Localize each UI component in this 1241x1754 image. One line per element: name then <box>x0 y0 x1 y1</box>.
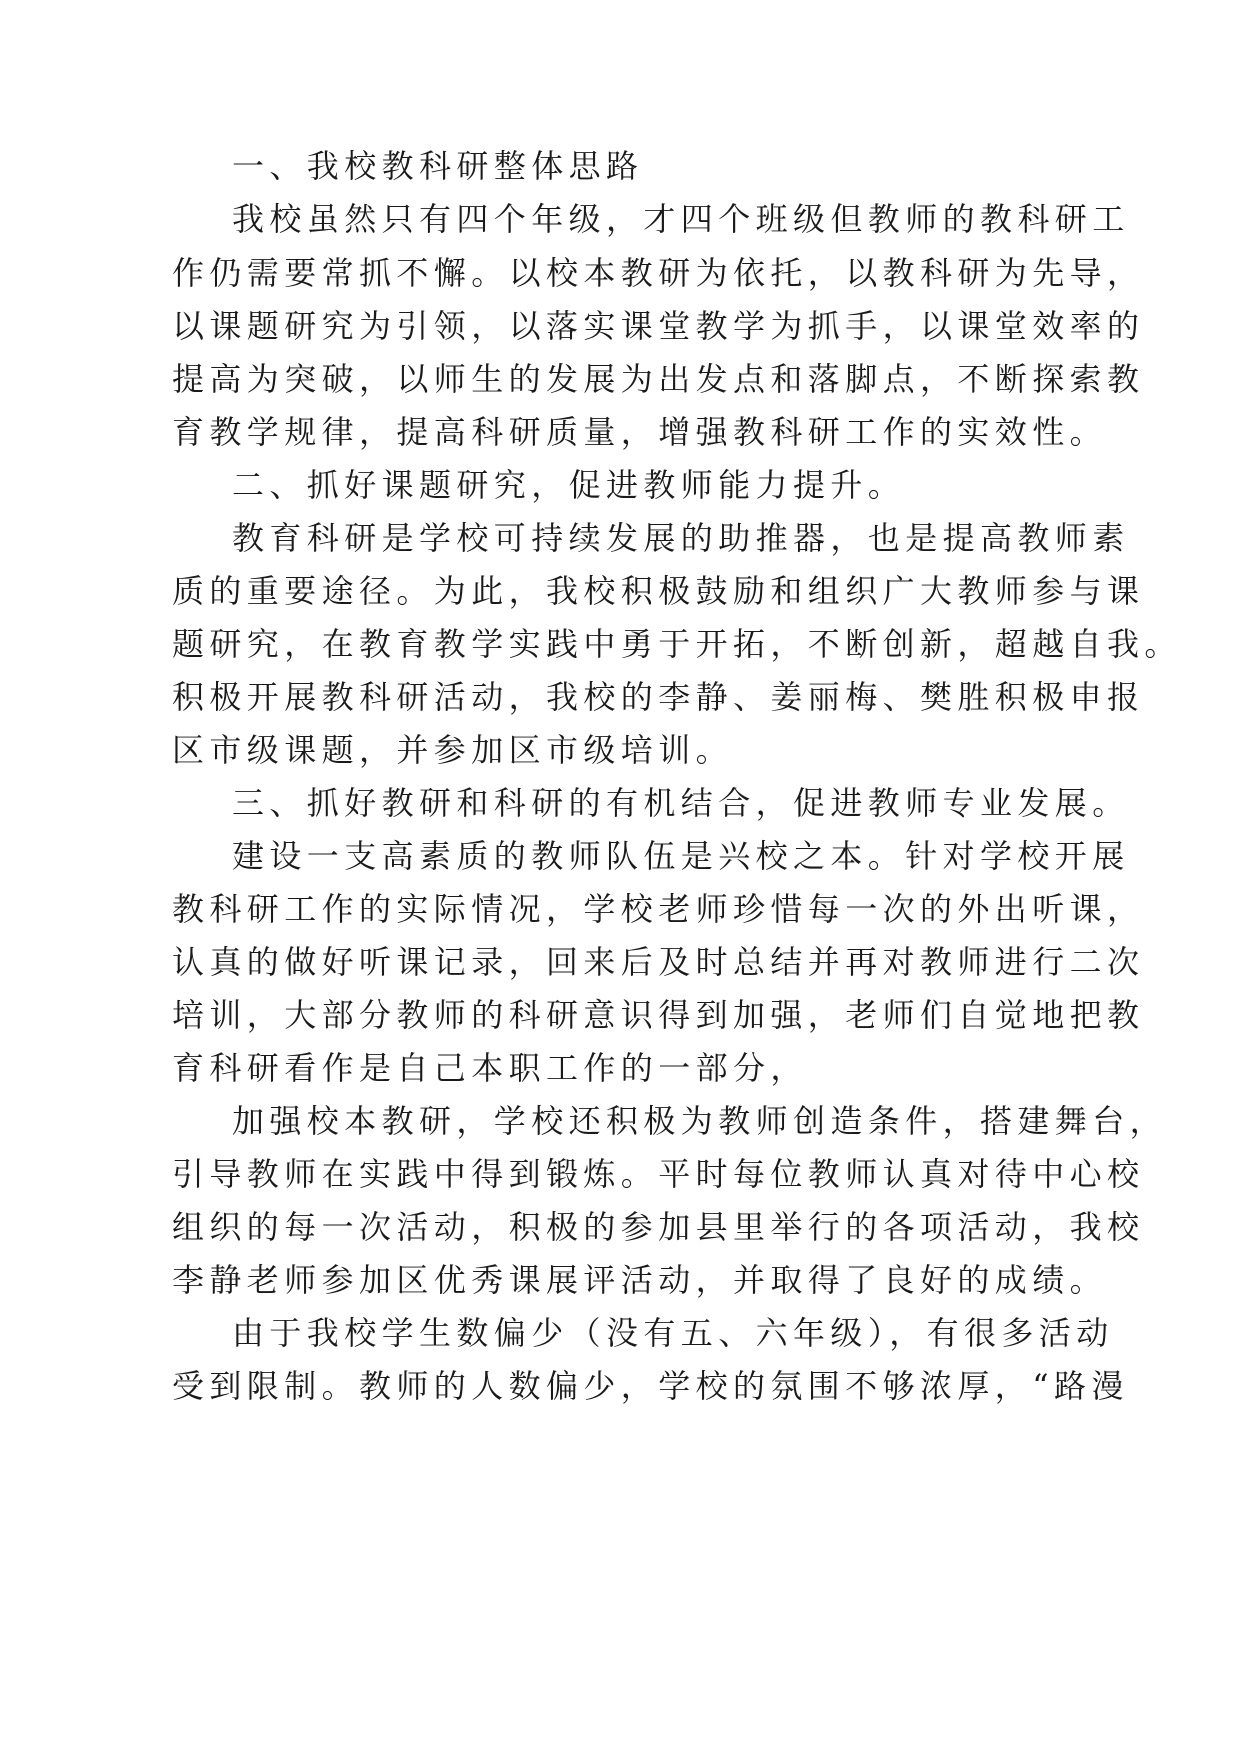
section-heading-3: 三、抓好教研和科研的有机结合，促进教师专业发展。 <box>232 784 1130 822</box>
paragraph-line: 由于我校学生数偏少（没有五、六年级），有很多活动 <box>232 1314 1114 1352</box>
paragraph-line: 组织的每一次活动，积极的参加县里举行的各项活动，我校 <box>172 1208 1145 1246</box>
paragraph-line: 质的重要途径。为此，我校积极鼓励和组织广大教师参与课 <box>172 572 1145 610</box>
section-heading-2: 二、抓好课题研究，促进教师能力提升。 <box>232 466 906 504</box>
paragraph-line: 积极开展教科研活动，我校的李静、姜丽梅、樊胜积极申报 <box>172 678 1145 716</box>
paragraph-line: 教育科研是学校可持续发展的助推器，也是提高教师素 <box>232 519 1130 557</box>
paragraph-line: 育教学规律，提高科研质量，增强教科研工作的实效性。 <box>172 413 1108 451</box>
paragraph-line: 认真的做好听课记录，回来后及时总结并再对教师进行二次 <box>172 943 1145 981</box>
paragraph-line: 李静老师参加区优秀课展评活动，并取得了良好的成绩。 <box>172 1261 1108 1299</box>
paragraph-line: 加强校本教研，学校还积极为教师创造条件，搭建舞台， <box>232 1102 1168 1140</box>
paragraph-line: 我校虽然只有四个年级，才四个班级但教师的教科研工 <box>232 200 1130 238</box>
paragraph-line: 作仍需要常抓不懈。以校本教研为依托，以教科研为先导， <box>172 254 1145 292</box>
paragraph-line: 育科研看作是自己本职工作的一部分， <box>172 1049 808 1087</box>
paragraph-line: 教科研工作的实际情况，学校老师珍惜每一次的外出听课， <box>172 890 1145 928</box>
paragraph-line: 区市级课题，并参加区市级培训。 <box>172 731 734 769</box>
paragraph-line: 培训，大部分教师的科研意识得到加强，老师们自觉地把教 <box>172 996 1145 1034</box>
paragraph-line: 以课题研究为引领，以落实课堂教学为抓手，以课堂效率的 <box>172 307 1145 345</box>
section-heading-1: 一、我校教科研整体思路 <box>232 147 644 185</box>
paragraph-line: 提高为突破，以师生的发展为出发点和落脚点，不断探索教 <box>172 360 1145 398</box>
paragraph-line: 引导教师在实践中得到锻炼。平时每位教师认真对待中心校 <box>172 1155 1145 1193</box>
paragraph-line: 建设一支高素质的教师队伍是兴校之本。针对学校开展 <box>232 837 1130 875</box>
paragraph-line: 题研究，在教育教学实践中勇于开拓，不断创新，超越自我。 <box>172 625 1182 663</box>
paragraph-line: 受到限制。教师的人数偏少，学校的氛围不够浓厚，“路漫 <box>172 1367 1129 1405</box>
